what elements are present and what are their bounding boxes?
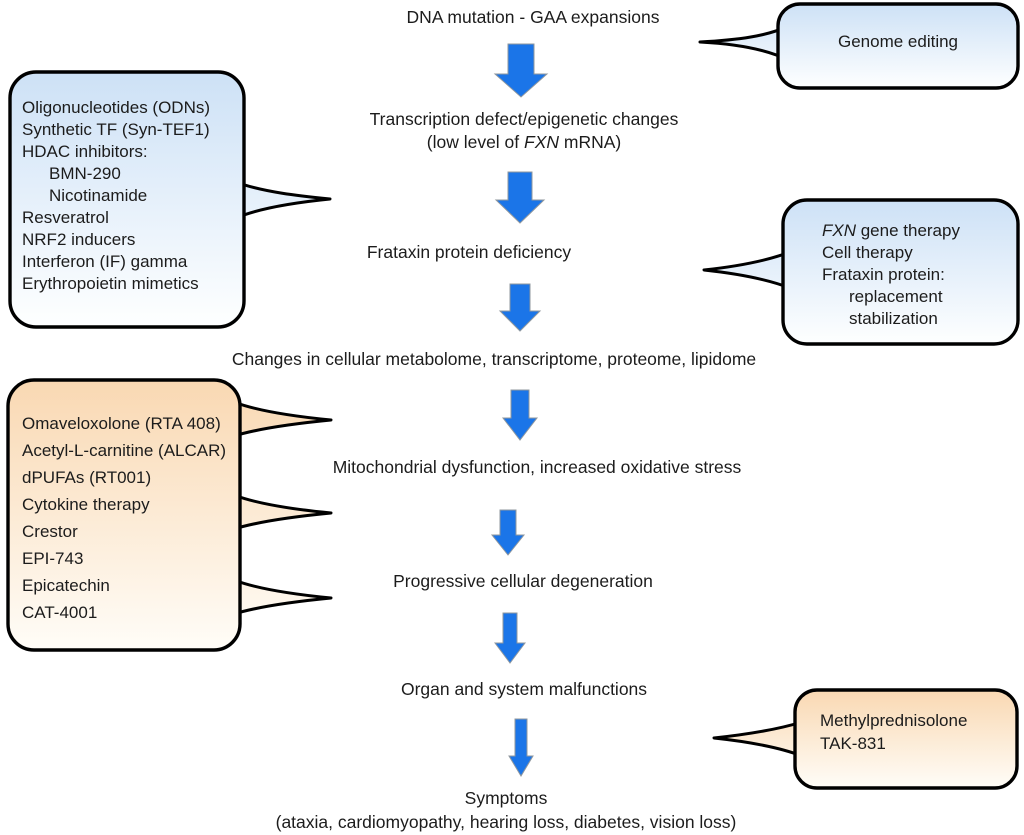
therapy-line: TAK-831 [820,734,886,753]
transcription-line2: (low level of FXN mRNA) [426,132,622,152]
flow-step-cellular-changes: Changes in cellular metabolome, transcriptome, proteome, lipidome [231,349,757,369]
therapy-line: Acetyl-L-carnitine (ALCAR) [22,441,227,460]
therapy-line: Cytokine therapy [22,495,150,514]
flow-step-progressive-degeneration: Progressive cellular degeneration [393,571,653,591]
down-arrow-7 [507,717,535,778]
bubble-tail [234,495,331,529]
bubble-tail [704,252,790,288]
genome-editing-label: Genome editing [837,32,959,51]
therapy-line: HDAC inhibitors: [22,142,148,161]
down-arrow-6 [493,611,527,665]
therapy-line: Frataxin protein: [822,265,945,284]
bubble-tail [234,402,331,436]
therapy-line: stabilization [849,309,938,328]
bubble-tail [714,722,802,756]
therapy-line: replacement [849,287,943,306]
down-arrow-1 [493,42,549,100]
therapy-line: CAT-4001 [22,603,98,622]
flow-step-mitochondrial-dysfunction: Mitochondrial dysfunction, increased oxidative stress [332,457,742,477]
therapy-line: Erythropoietin mimetics [22,274,199,293]
therapy-line: Omaveloxolone (RTA 408) [22,414,221,433]
fxn-gene-italic: FXN [524,132,560,152]
down-arrow-4 [501,388,539,442]
therapy-line: Crestor [22,522,78,541]
transcription-line1: Transcription defect/epigenetic changes [369,109,679,129]
bubble-tail [700,26,788,60]
flow-step-dna-mutation: DNA mutation - GAA expansions [406,7,660,27]
therapy-line: FXN gene therapy [822,221,960,240]
therapy-line: Cell therapy [822,243,913,262]
flow-step-organ-malfunctions: Organ and system malfunctions [400,679,648,699]
therapy-line: Synthetic TF (Syn-TEF1) [22,120,210,139]
down-arrow-5 [490,508,526,557]
therapy-line: Nicotinamide [49,186,148,205]
organ-therapies-list [820,709,967,755]
therapy-line: Methylprednisolone [820,711,968,730]
down-arrow-2 [494,170,546,226]
therapy-line: Resveratrol [22,208,109,227]
therapy-line: Interferon (IF) gamma [22,252,188,271]
fxn-gene-italic: FXN [822,221,856,240]
mitochondrial-therapies-list [22,410,226,626]
therapy-line: Oligonucleotides (ODNs) [22,98,211,117]
symptoms-line1: Symptoms [464,788,548,808]
therapy-line: Epicatechin [22,576,110,595]
symptoms-line2: (ataxia, cardiomyopathy, hearing loss, diabetes, vision loss) [275,812,737,832]
therapy-line: NRF2 inducers [22,230,136,249]
therapy-line: BMN-290 [49,164,121,183]
transcription-therapies-list [22,97,210,295]
therapy-line: dPUFAs (RT001) [22,468,152,487]
down-arrow-3 [498,282,542,334]
bubble-tail [234,580,331,614]
flow-step-frataxin-deficiency: Frataxin protein deficiency [366,242,572,262]
bubble-tail [236,182,330,218]
therapy-line: EPI-743 [22,549,84,568]
frataxin-therapies-list [822,220,960,330]
